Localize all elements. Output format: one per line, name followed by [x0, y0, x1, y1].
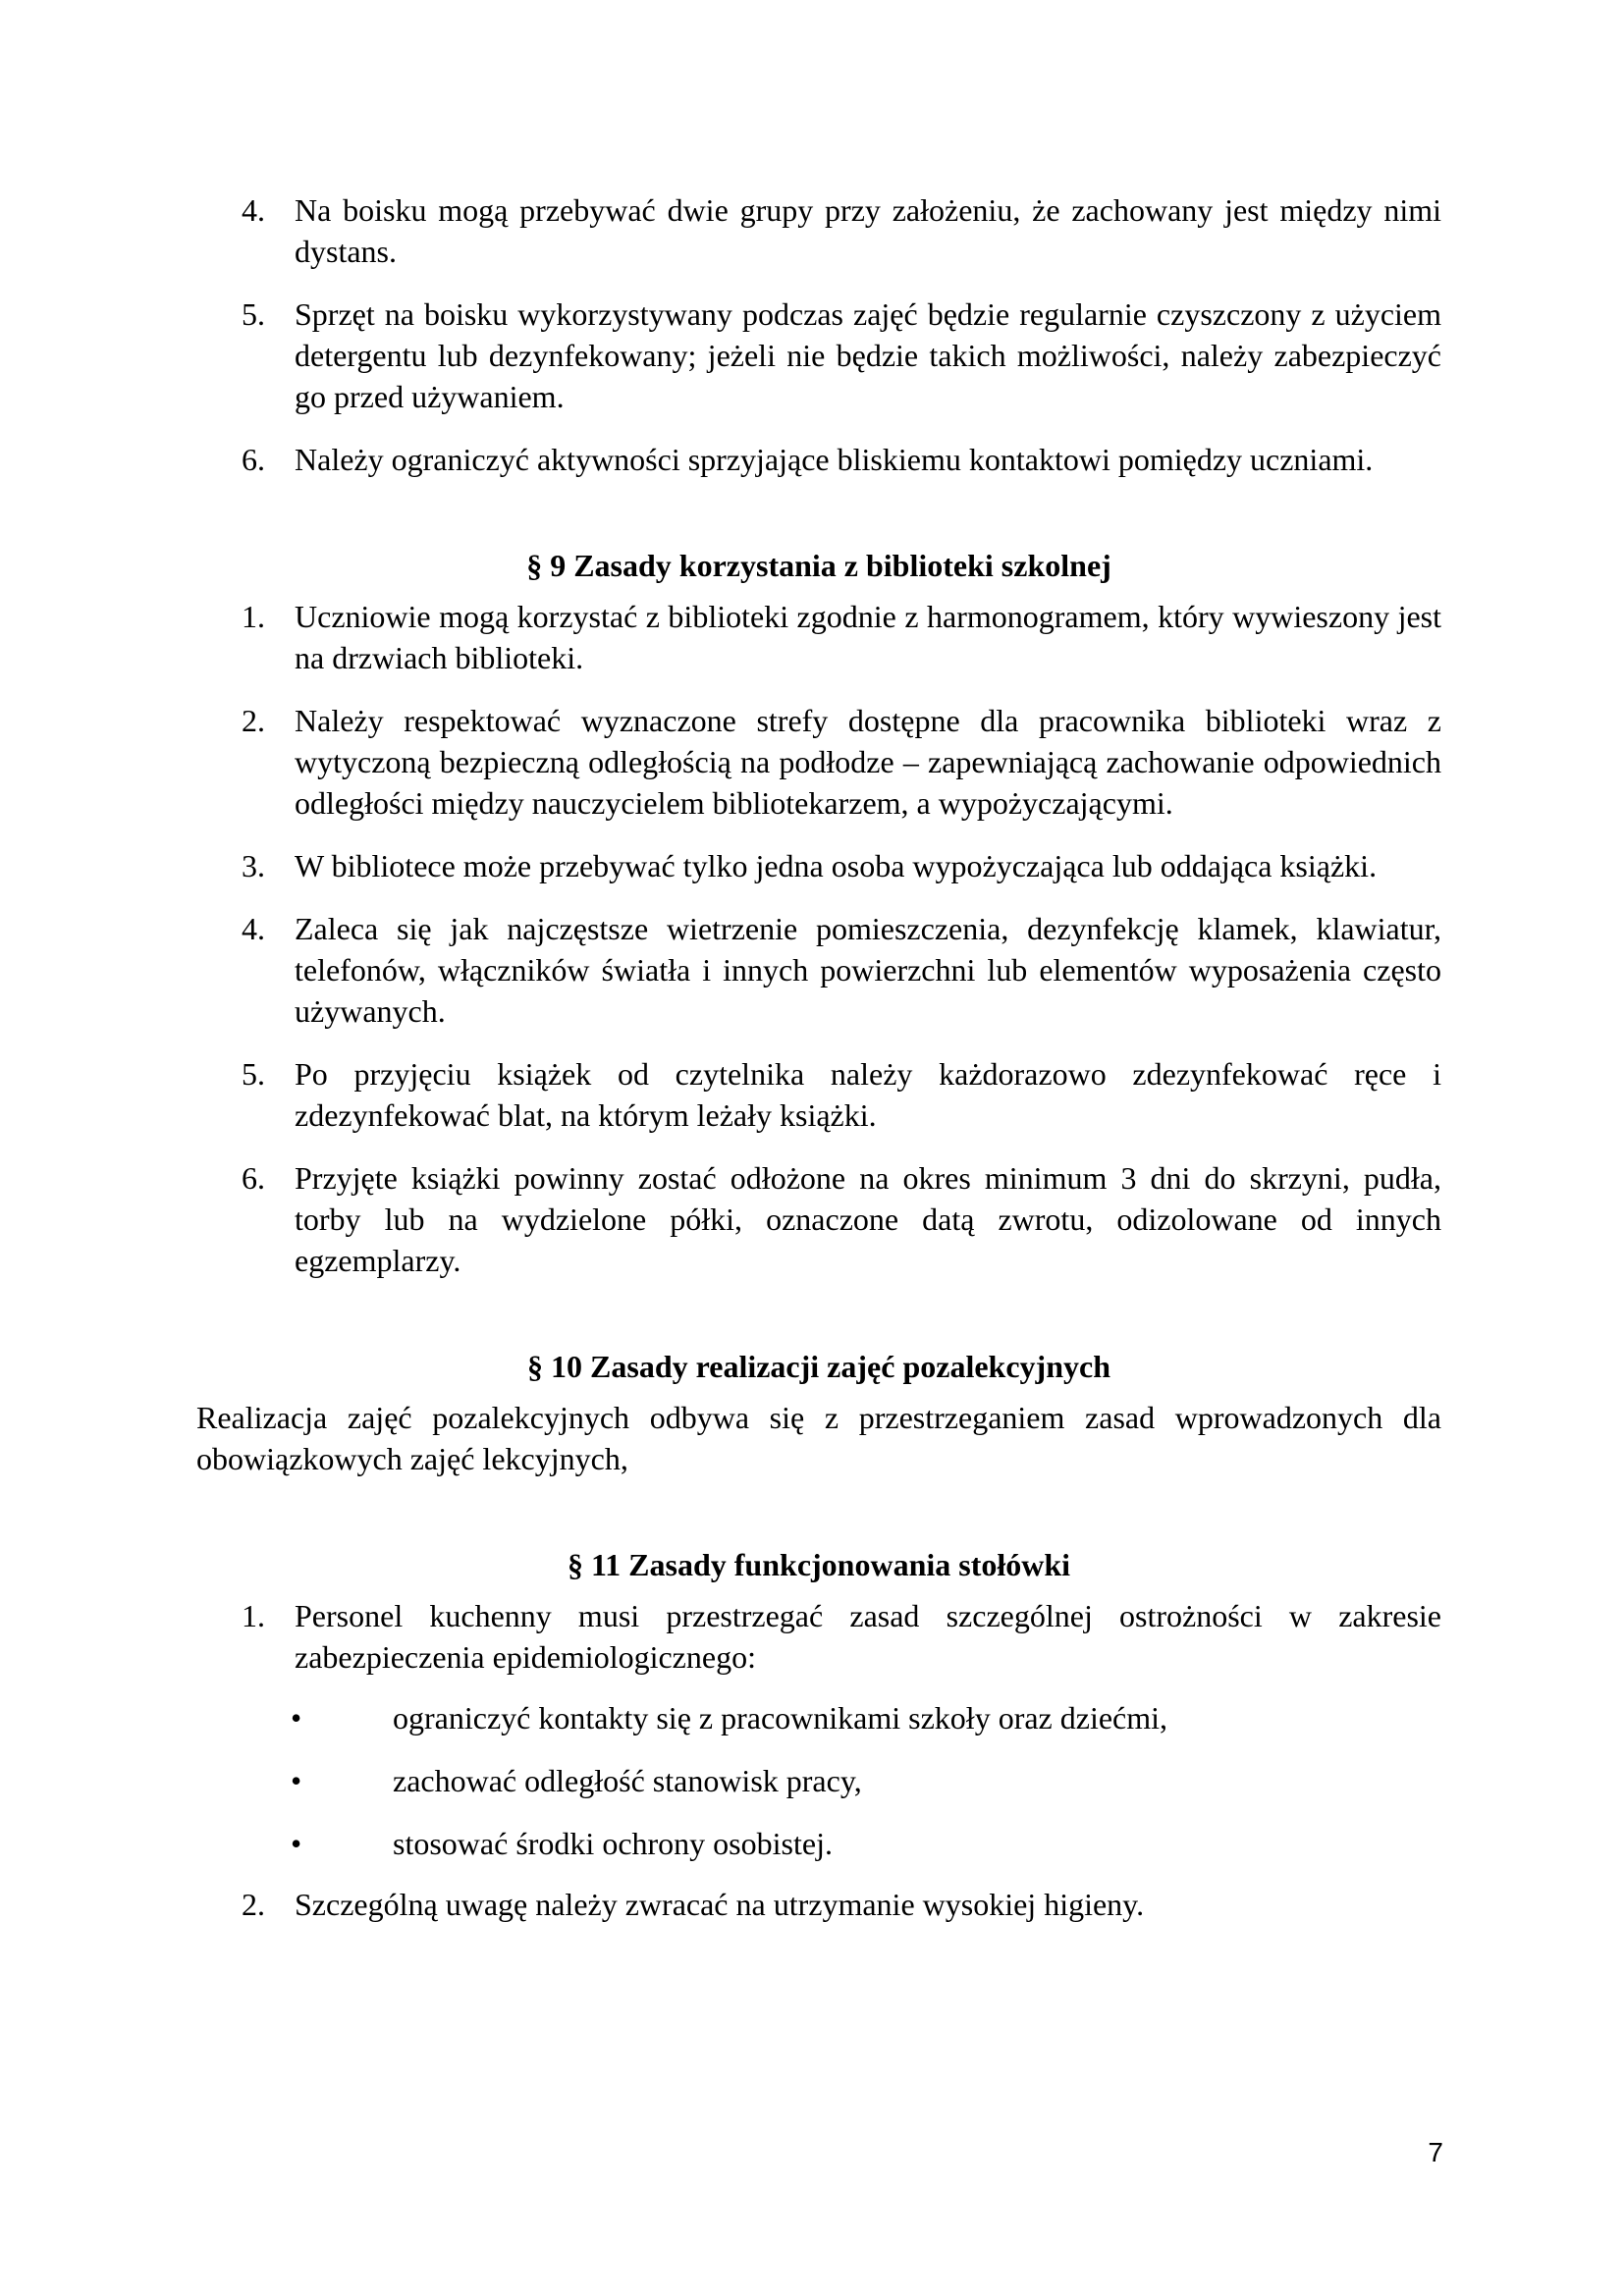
bullet-item: [196, 1760, 1441, 1801]
list-number: 1.: [242, 599, 265, 634]
list-item-text: Po przyjęciu książek od czytelnika należy każdorazowo zdezynfekować ręce i zdezynfekować blat, na którym leżały książki.: [295, 1056, 1441, 1133]
list-item-text: Szczególną uwagę należy zwracać na utrzymanie wysokiej higieny.: [295, 1887, 1145, 1922]
bullet-item: [196, 1697, 1441, 1738]
bullet-icon: •: [291, 1700, 302, 1735]
list-number: 3.: [242, 848, 265, 883]
section-11-heading: § 11 Zasady funkcjonowania stołówki: [567, 1547, 1071, 1582]
bullet-item-text: zachować odległość stanowisk pracy,: [393, 1763, 862, 1798]
list-item-text: Na boisku mogą przebywać dwie grupy przy założeniu, że zachowany jest między nimi dystans.: [295, 192, 1441, 269]
list-item-text: Należy ograniczyć aktywności sprzyjające bliskiemu kontaktowi pomiędzy uczniami.: [295, 442, 1374, 477]
list-item: [196, 1884, 1441, 1925]
list-item: [196, 845, 1441, 886]
list-item-text: Personel kuchenny musi przestrzegać zasad szczególnej ostrożności w zakresie zabezpieczenia epidemiologicznego:: [295, 1598, 1441, 1675]
bullet-item: [196, 1823, 1441, 1864]
list-item-text: W bibliotece może przebywać tylko jedna osoba wypożyczająca lub oddająca książki.: [295, 848, 1378, 883]
list-item: [196, 294, 1441, 417]
section-10-paragraph: Realizacja zajęć pozalekcyjnych odbywa się z przestrzeganiem zasad wprowadzonych dla obowiązkowych zajęć lekcyjnych,: [196, 1400, 1441, 1476]
list-item: [196, 596, 1441, 678]
list-item: [196, 439, 1441, 480]
bullet-item-text: ograniczyć kontakty się z pracownikami szkoły oraz dziećmi,: [393, 1700, 1168, 1735]
list-number: 1.: [242, 1598, 265, 1633]
list-item-text: Przyjęte książki powinny zostać odłożone na okres minimum 3 dni do skrzyni, pudła, torby lub na wydzielone półki, oznaczone datą zwrotu, odizolowane od innych egzemplarzy.: [295, 1160, 1441, 1278]
section-9-list: [196, 596, 1441, 1281]
list-number: 4.: [242, 192, 265, 228]
list-item: [196, 700, 1441, 824]
section-11-bullet-list: [196, 1697, 1441, 1864]
list-item-text: Zaleca się jak najczęstsze wietrzenie pomieszczenia, dezynfekcję klamek, klawiatur, telefonów, włączników światła i innych powierzchni lub elementów wyposażenia często używanych.: [295, 911, 1441, 1029]
list-item-text: Należy respektować wyznaczone strefy dostępne dla pracownika biblioteki wraz z wytyczoną bezpieczną odległością na podłodze – zapewniającą zachowanie odpowiednich odległości między nauczycielem bibliotekarzem, a wypożyczającymi.: [295, 703, 1441, 821]
list-number: 4.: [242, 911, 265, 946]
list-item: [196, 908, 1441, 1032]
page-content: [196, 189, 1441, 1925]
list-number: 5.: [242, 296, 265, 332]
list-number: 6.: [242, 1160, 265, 1196]
list-item-text: Uczniowie mogą korzystać z biblioteki zgodnie z harmonogramem, który wywieszony jest na drzwiach biblioteki.: [295, 599, 1441, 675]
list-number: 5.: [242, 1056, 265, 1092]
bullet-item-text: stosować środki ochrony osobistej.: [393, 1826, 833, 1861]
page-number: 7: [1428, 2137, 1443, 2167]
list-number: 2.: [242, 1887, 265, 1922]
section-10-heading: § 10 Zasady realizacji zajęć pozalekcyjnych: [527, 1349, 1110, 1384]
bullet-icon: •: [291, 1763, 302, 1798]
bullet-icon: •: [291, 1826, 302, 1861]
list-item: [196, 189, 1441, 272]
list-item-text: Sprzęt na boisku wykorzystywany podczas zajęć będzie regularnie czyszczony z użyciem detergentu lub dezynfekowany; jeżeli nie będzie takich możliwości, należy zabezpieczyć go przed używaniem.: [295, 296, 1441, 414]
section-11-list: [196, 1595, 1441, 1678]
list-number: 2.: [242, 703, 265, 738]
numbered-list-continued: [196, 189, 1441, 480]
list-item: [196, 1053, 1441, 1136]
list-item: [196, 1595, 1441, 1678]
section-9-heading: § 9 Zasady korzystania z biblioteki szkolnej: [526, 548, 1111, 583]
list-item: [196, 1157, 1441, 1281]
section-11-list-continued: [196, 1884, 1441, 1925]
list-number: 6.: [242, 442, 265, 477]
